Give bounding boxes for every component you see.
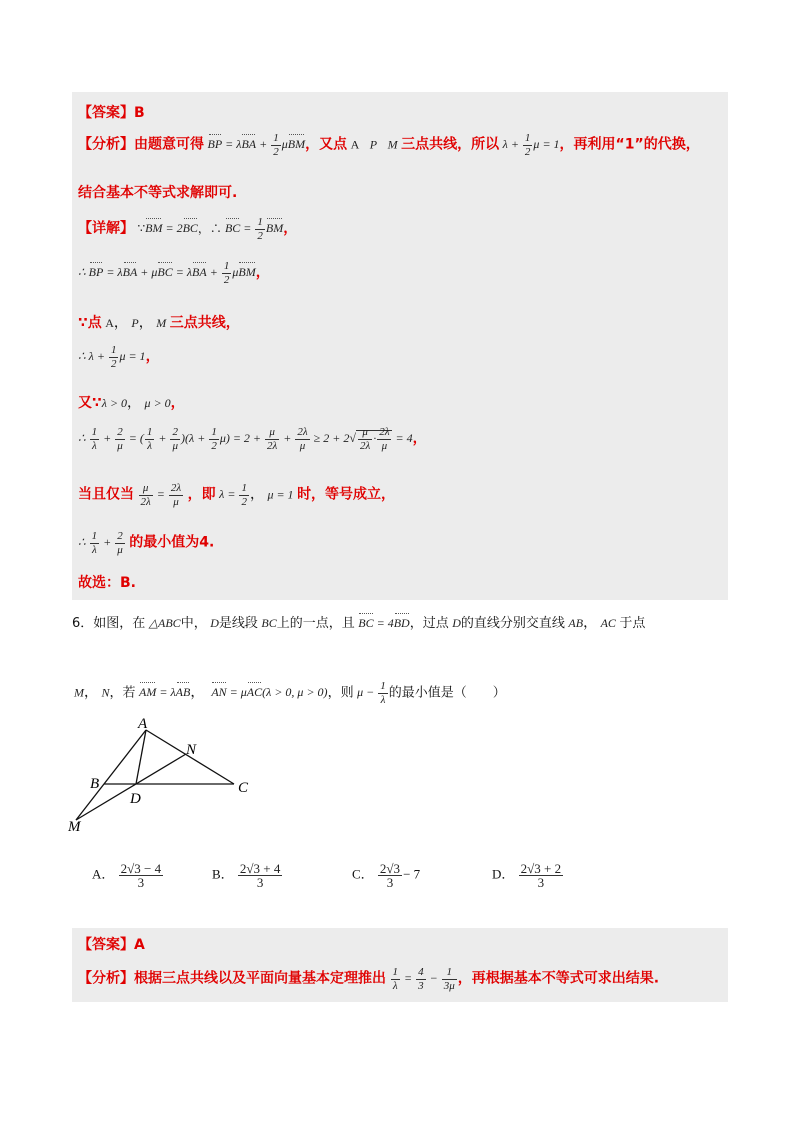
option-d[interactable]: D． $\frac{2√3 + 2}{3}$ [492, 861, 562, 890]
formula-collinear: λ + $\frac{1}{2}$ μ = 1 [502, 132, 560, 158]
detail-line7-q5: 当且仅当 $\frac{\mu}{2\lambda}$ = $\frac{2\lambda}{\mu}$ ，即 λ = $\frac{1}{2}$ ， μ = 1 时，等号成立， [78, 482, 396, 508]
solution-panel-q5 [72, 92, 728, 600]
detail-line3-q5: ∵点 A， P， M 三点共线， [78, 315, 240, 331]
choice-line-q5: 故选：B. [78, 575, 136, 591]
answer-line-q5: 【答案】B [78, 105, 145, 121]
formula-bp: BP = λBA + $\frac{1}{2}$ μBM [207, 132, 306, 158]
segment-ad [136, 730, 146, 784]
label-b: B [90, 776, 100, 792]
answer-value-q5: B [134, 105, 145, 121]
analysis-line-q6: 【分析】根据三点共线以及平面向量基本定理推出 $\frac{1}{\lambda}$ = $\frac{4}{3}$ − $\frac{1}{3\mu}$ ，再根据基本不等式可求出结果. [78, 966, 660, 992]
triangle-figure [68, 714, 268, 834]
label-c: C [238, 780, 249, 796]
question6-line2: M， N，若 AM = λAB， AN = μAC(λ > 0, μ > 0)，则 μ − $\frac{1}{\lambda}$ 的最小值是（ ） [74, 680, 506, 706]
detail-line4-q5: ∴ λ + $\frac{1}{2}$ μ = 1， [78, 344, 160, 370]
analysis-line1-q5: 【分析】由题意可得 BP = λBA + $\frac{1}{2}$ μBM，又点 A P M 三点共线，所以 λ + $\frac{1}{2}$ μ = 1，再利用“1”的代换， [78, 132, 700, 158]
label-d: D [130, 791, 141, 807]
option-c[interactable]: C． $\frac{2√3}{3}$ − 7 [352, 861, 421, 890]
label-a: A [138, 716, 148, 732]
detail-line8-q5: ∴ $\frac{1}{\lambda}$ + $\frac{2}{\mu}$ 的最小值为4. [78, 530, 215, 556]
analysis-line2-q5: 结合基本不等式求解即可. [78, 185, 238, 201]
answer-line-q6: 【答案】A [78, 937, 145, 953]
detail-line2-q5: ∴ BP = λBA + μBC = λBA + $\frac{1}{2}$ μBM， [78, 260, 270, 286]
option-b[interactable]: B． $\frac{2√3 + 4}{3}$ [212, 861, 281, 890]
detail-line5-q5: 又∵λ > 0， μ > 0， [78, 395, 185, 411]
label-m: M [68, 819, 81, 834]
label-n: N [186, 742, 197, 758]
detail-line6-q5: ∴ $\frac{1}{\lambda}$ + $\frac{2}{\mu}$ = ( $\frac{1}{\lambda}$ + $\frac{2}{\mu}$ )(λ + $\frac{1}{2}$ μ) = 2 + $\frac{\mu}{2\lambda}$ + $\frac{2\lambda}{\mu}$ ≥ 2 + 2√ $\frac{\mu}{2\lambda}$ · $\frac{2\lambda}{\mu}$ = 4， [78, 426, 427, 452]
option-a[interactable]: A． $\frac{2√3 - 4}{3}$ [92, 861, 162, 890]
question6-line1: 6．如图，在 △ABC中， D是线段 BC上的一点，且 BC = 4BD，过点 D的直线分别交直线 AB， AC 于点 [72, 616, 646, 631]
detail-line1-q5: 【详解】 ∵BM = 2BC，∴ BC = $\frac{1}{2}$ BM， [78, 216, 298, 242]
answer-value-q6: A [134, 937, 145, 953]
